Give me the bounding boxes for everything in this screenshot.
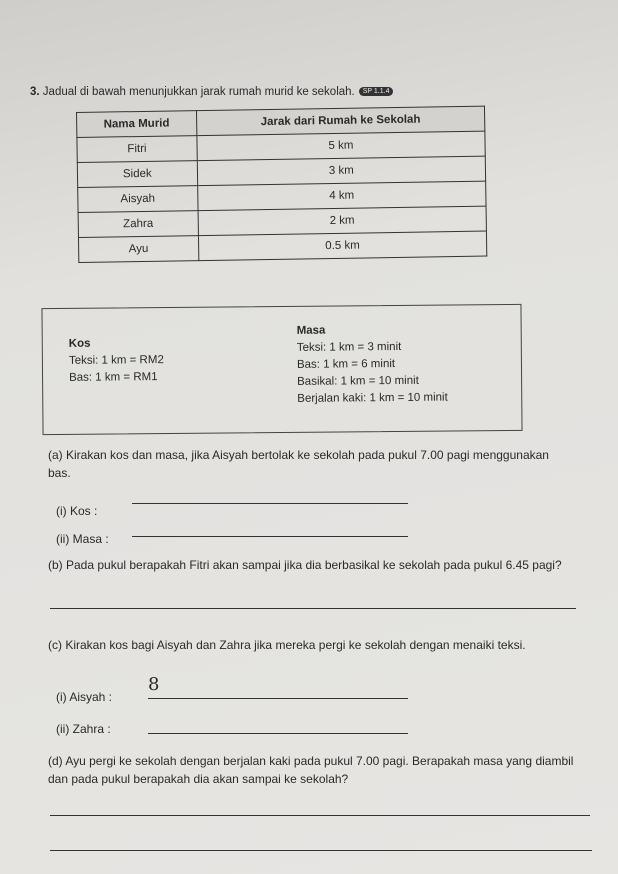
question-number: 3. (30, 86, 40, 98)
cell-distance: 0.5 km (198, 231, 487, 261)
cost-section (69, 335, 164, 387)
part-a-text: (a) Kirakan kos dan masa, jika Aisyah bertolak ke sekolah pada pukul 7.00 pagi menggunakan bas. (48, 448, 549, 480)
part-a-ii-label: (ii) Masa : (56, 532, 109, 546)
cell-distance: 4 km (197, 181, 486, 211)
part-c-ii-label: (ii) Zahra : (56, 722, 111, 736)
answer-line-b[interactable] (50, 608, 576, 609)
part-c-text: (c) Kirakan kos bagi Aisyah dan Zahra jika mereka pergi ke sekolah dengan menaiki teksi. (48, 638, 526, 652)
time-line: Basikal: 1 km = 10 minit (297, 374, 419, 388)
cell-name: Ayu (78, 236, 198, 263)
time-title: Masa (296, 324, 326, 337)
cell-name: Zahra (78, 211, 198, 238)
cell-name: Aisyah (78, 186, 198, 213)
info-box (41, 304, 522, 435)
part-d-text: (d) Ayu pergi ke sekolah dengan berjalan kaki pada pukul 7.00 pagi. Berapakah masa yang diambil dan pada pukul berapakah dia akan sampai ke sekolah? (48, 754, 574, 786)
question-text: Jadual di bawah menunjukkan jarak rumah murid ke sekolah. (42, 86, 355, 98)
answer-line-d1[interactable] (50, 815, 590, 816)
answer-line-zahra[interactable] (148, 733, 408, 734)
part-b-text: (b) Pada pukul berapakah Fitri akan sampai jika dia berbasikal ke sekolah pada pukul 6.45 pagi? (48, 558, 562, 572)
time-line: Teksi: 1 km = 3 minit (296, 340, 402, 354)
answer-line-aisyah[interactable] (148, 698, 408, 699)
time-line: Berjalan kaki: 1 km = 10 minit (297, 391, 448, 405)
part-a-i-label: (i) Kos : (56, 504, 98, 518)
header-distance: Jarak dari Rumah ke Sekolah (196, 106, 485, 136)
cost-line: Teksi: 1 km = RM2 (68, 354, 164, 367)
sp-badge: SP 1.1.4 (359, 87, 394, 96)
table-row (78, 231, 486, 262)
cost-line: Bas: 1 km = RM1 (69, 371, 158, 384)
answer-line-d2[interactable] (50, 850, 592, 851)
cell-distance: 3 km (197, 156, 486, 186)
question-heading (30, 86, 393, 98)
header-name: Nama Murid (77, 111, 197, 138)
answer-line-masa[interactable] (132, 536, 408, 537)
time-section (297, 322, 448, 408)
distance-table (76, 106, 487, 263)
cell-name: Sidek (77, 161, 197, 188)
time-line: Bas: 1 km = 6 minit (296, 358, 396, 371)
cell-name: Fitri (77, 136, 197, 163)
cell-distance: 2 km (198, 206, 487, 236)
part-c-i-label: (i) Aisyah : (56, 690, 113, 704)
cell-distance: 5 km (197, 131, 486, 161)
answer-line-kos[interactable] (132, 503, 408, 504)
handwritten-mark: 8 (148, 674, 160, 695)
cost-title: Kos (68, 337, 91, 350)
